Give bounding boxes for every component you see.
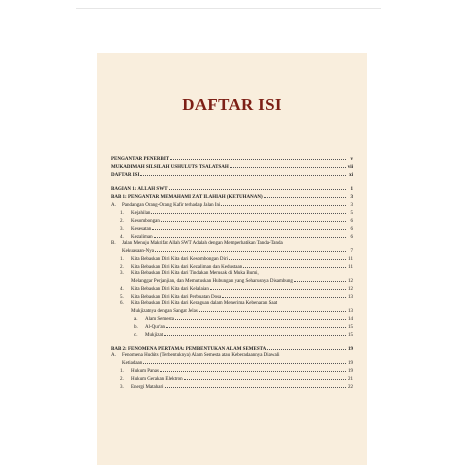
toc-entry-number: 3. <box>120 271 124 276</box>
toc-entry-number: B. <box>111 241 116 246</box>
toc-entry-number: 6. <box>120 301 124 306</box>
toc-page-number: 21 <box>348 377 353 382</box>
toc-page-number: 15 <box>348 325 353 330</box>
toc-leader-dots <box>160 367 346 372</box>
toc-leader-dots <box>243 263 346 268</box>
toc-entry-number: 1. <box>120 369 124 374</box>
toc-entry[interactable] <box>111 331 353 339</box>
toc-entry-number: 5. <box>120 295 124 300</box>
toc-entry-label-cont: Mukjizatnya dengan Sangat Jelas <box>131 309 198 314</box>
toc-entry[interactable] <box>111 217 353 225</box>
toc-entry[interactable] <box>111 323 353 331</box>
toc-entry-number: 1. <box>120 257 124 262</box>
toc-page-number: 11 <box>348 257 353 262</box>
toc-entry-label: Mukjizat <box>145 333 164 338</box>
toc-entry-label: Alam Semesta <box>145 317 175 322</box>
toc-leader-dots <box>175 315 346 320</box>
toc-entry-number: A. <box>111 203 116 208</box>
toc-entry[interactable] <box>111 293 353 301</box>
toc-entry-number: 4. <box>120 235 124 240</box>
toc-page-number: 6 <box>350 219 353 224</box>
toc-entry-number: 1. <box>120 211 124 216</box>
toc-entry-label: Kezaliman <box>131 235 153 240</box>
toc-entry[interactable] <box>111 375 353 383</box>
toc-leader-dots <box>264 193 346 198</box>
toc-entry-label: Pandangan Orang-Orang Kafir terhadap Jalan Ini <box>122 203 221 208</box>
toc-page-number: 19 <box>348 347 353 352</box>
toc-entry-label: Energi Matahari <box>131 385 164 390</box>
toc-entry-label: Al-Qur'an <box>145 325 166 330</box>
toc-entry-continuation <box>111 247 353 255</box>
toc-page-number: 3 <box>350 195 353 200</box>
toc-entry-label: Kita Bebaskan Diri Kita dari Keraguan dalam Menerima Kebenaran Saat <box>131 301 278 306</box>
toc-leader-dots <box>169 185 346 190</box>
toc-entry[interactable] <box>111 209 353 217</box>
toc-entry-label: BAGIAN 1: ALLAH SWT <box>111 187 168 192</box>
toc-entry-label: Kita Bebaskan Diri Kita dari Perbuatan Dosa <box>131 295 222 300</box>
toc-entry-label: Hukum Panas <box>131 369 159 374</box>
toc-entry[interactable] <box>111 285 353 293</box>
toc-entry-label: Kesombongan <box>131 219 160 224</box>
toc-page-number: 3 <box>350 203 353 208</box>
toc-page-number: 7 <box>350 249 353 254</box>
toc-leader-dots <box>152 225 346 230</box>
top-divider <box>76 8 381 9</box>
toc-page-number: 13 <box>348 295 353 300</box>
toc-entry-label: Kita Bebaskan Diri Kita dari Tindakan Merusak di Muka Bumi, <box>131 271 259 276</box>
toc-leader-dots <box>184 375 346 380</box>
toc-page-number: 13 <box>348 309 353 314</box>
toc-entry-number: 3. <box>120 385 124 390</box>
toc-leader-dots <box>221 201 346 206</box>
toc-leader-dots <box>143 359 346 364</box>
toc-leader-dots <box>229 255 346 260</box>
toc-leader-dots <box>161 217 346 222</box>
toc-entry[interactable] <box>111 185 353 193</box>
toc-entry-label: Kita Bebaskan Diri Kita dari Kesombongan Diri <box>131 257 228 262</box>
toc-entry[interactable] <box>111 367 353 375</box>
toc-entry-label: PENGANTAR PENERBIT <box>111 157 170 162</box>
toc-entry[interactable] <box>111 233 353 241</box>
page-title: DAFTAR ISI <box>182 95 282 114</box>
toc-entry-number: a. <box>134 317 138 322</box>
toc-page-number: 6 <box>350 227 353 232</box>
toc-entry-label: Kita Bebaskan Diri Kita dari Kelalaian <box>131 287 209 292</box>
toc-entry-label-cont: Ketiadaan <box>122 361 143 366</box>
toc-entry-number: 2. <box>120 377 124 382</box>
toc-leader-dots <box>267 345 346 350</box>
toc-entry[interactable] <box>111 163 353 171</box>
toc-leader-dots <box>151 209 346 214</box>
toc-entry-label: Kita Bebaskan Diri Kita dari Kezaliman dan Kedustaan <box>131 265 243 270</box>
toc-leader-dots <box>164 331 346 336</box>
toc-entry[interactable] <box>111 225 353 233</box>
toc-leader-dots <box>222 293 346 298</box>
toc-page-number: 6 <box>350 235 353 240</box>
toc-entry[interactable] <box>111 193 353 201</box>
book-page <box>97 53 367 465</box>
toc-leader-dots <box>165 383 346 388</box>
toc-page-number: 14 <box>348 317 353 322</box>
toc-page-number: 22 <box>348 385 353 390</box>
toc-entry-number: b. <box>134 325 138 330</box>
toc-entry-continuation <box>111 307 353 315</box>
toc-entry[interactable] <box>111 315 353 323</box>
toc-leader-dots <box>166 323 346 328</box>
toc-leader-dots <box>294 277 346 282</box>
toc-entry-label: Kesesatan <box>131 227 152 232</box>
toc-entry[interactable] <box>111 171 353 179</box>
toc-leader-dots <box>199 307 346 312</box>
toc-page-number: 19 <box>348 369 353 374</box>
toc-page-number: 15 <box>348 333 353 338</box>
toc-entry-label: Jalan Menuju Makrifat Allah SWT Adalah dengan Memperhatikan Tanda-Tanda <box>122 241 283 246</box>
toc-entry[interactable] <box>111 255 353 263</box>
toc-entry[interactable] <box>111 263 353 271</box>
toc-entry-number: 2. <box>120 265 124 270</box>
toc-entry[interactable] <box>111 155 353 163</box>
toc-entry-number: A. <box>111 353 116 358</box>
toc-entry[interactable] <box>111 383 353 391</box>
toc-page-number: 19 <box>348 361 353 366</box>
toc-entry[interactable] <box>111 201 353 209</box>
toc-entry-label: Fenomena Hudúts (Terbentuknya) Alam Semesta atau Keberadaannya Diawali <box>122 353 280 358</box>
toc-entry-label: Hukum Gerakan Elektron <box>131 377 183 382</box>
toc-entry-continuation <box>111 359 353 367</box>
toc-entry-label: BAB 1: PENGANTAR MEMAHAMI ZAT ILAHIAH (KETUHANAN) <box>111 195 263 200</box>
toc-entry-number: 4. <box>120 287 124 292</box>
toc-leader-dots <box>154 233 346 238</box>
toc-entry-number: 3. <box>120 227 124 232</box>
toc-leader-dots <box>210 285 346 290</box>
toc-page-number: 12 <box>348 279 353 284</box>
toc-entry-label: DAFTAR ISI <box>111 173 140 178</box>
toc-page-number: 5 <box>350 211 353 216</box>
toc-entry-number: 2. <box>120 219 124 224</box>
toc-entry-number: c. <box>134 333 138 338</box>
toc-page-number: 11 <box>348 265 353 270</box>
toc-page-number: xi <box>349 173 353 178</box>
toc-entry-label: Kejahilan <box>131 211 151 216</box>
toc-page-number: 12 <box>348 287 353 292</box>
toc-page-number: 1 <box>350 187 353 192</box>
toc-entry-label: MUKADIMAH SILSILAH USHULUTS TSALATSAH <box>111 165 229 170</box>
toc-leader-dots <box>230 163 346 168</box>
toc-entry-continuation <box>111 277 353 285</box>
toc-page-number: vii <box>347 165 353 170</box>
toc-leader-dots <box>155 247 346 252</box>
toc-page-number: v <box>350 157 353 162</box>
toc-entry-label: BAB 2: FENOMENA PERTAMA: PEMBENTUKAN ALAM SEMESTA <box>111 347 267 352</box>
toc-leader-dots <box>170 155 346 160</box>
toc-leader-dots <box>140 171 346 176</box>
toc-entry-label-cont: Melanggar Perjanjian, dan Memutuskan Hubungan yang Seharusnya Disambung <box>131 279 293 284</box>
toc-entry[interactable] <box>111 345 353 353</box>
toc-entry-label-cont: Kekuasaan-Nya <box>122 249 154 254</box>
table-of-contents <box>111 155 353 391</box>
